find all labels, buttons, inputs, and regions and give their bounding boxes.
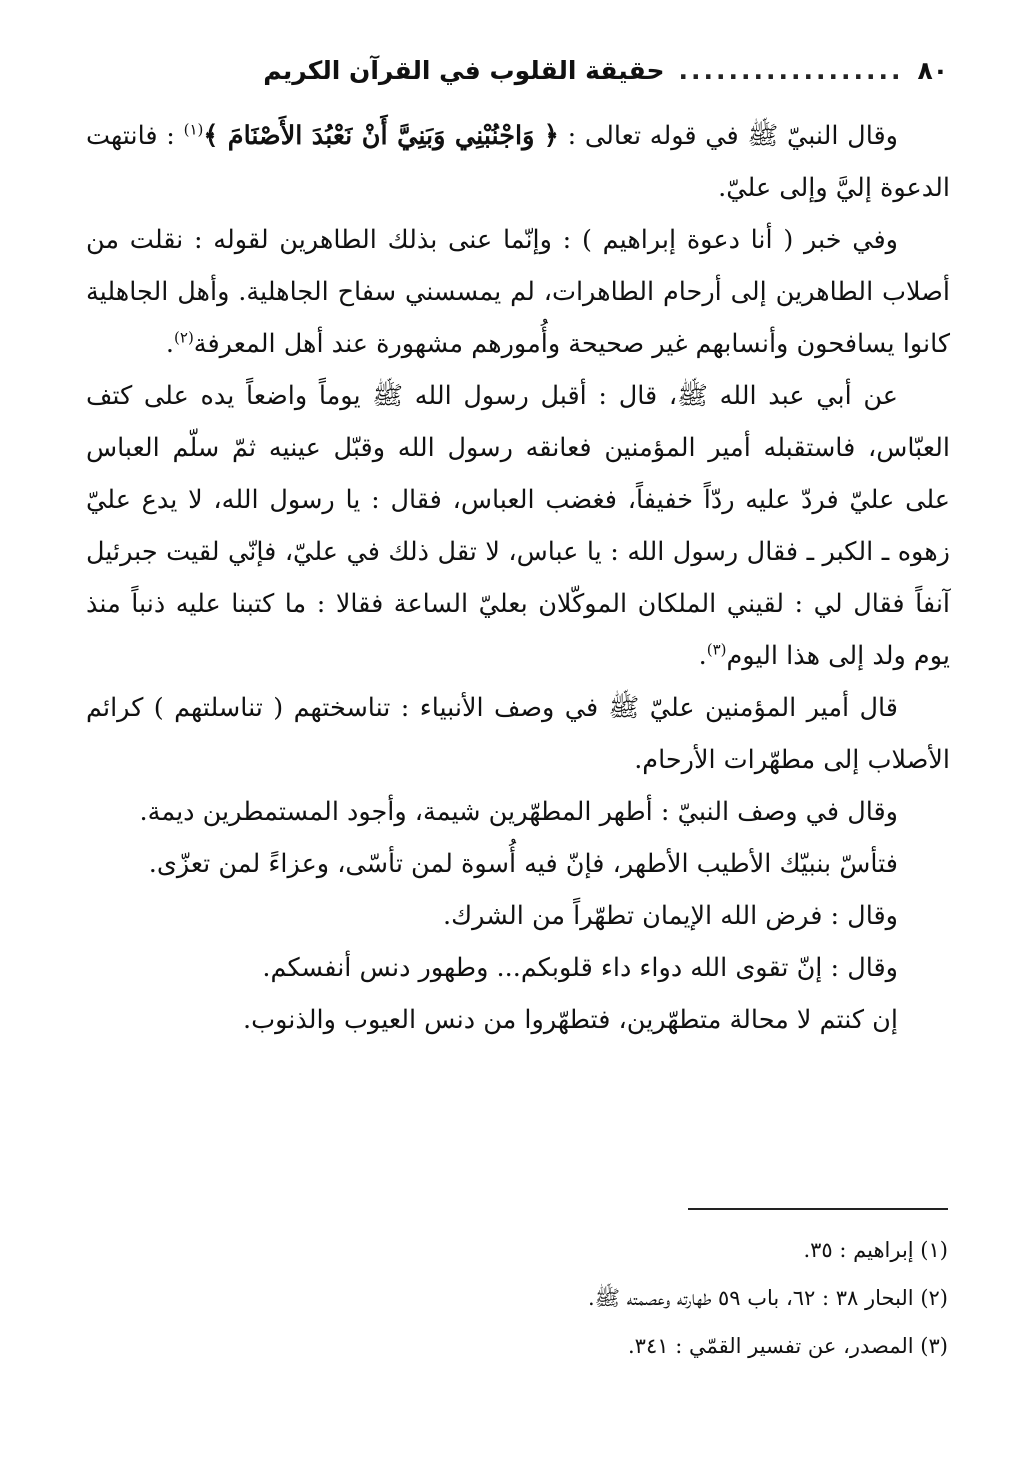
saying-line-3: وقال : فرض الله الإيمان تطهّراً من الشرك. (443, 901, 898, 931)
p3-end: . (698, 641, 707, 671)
footnote-1: (١) إبراهيم : ٣٥. (803, 1238, 948, 1262)
paragraph-3 (86, 370, 950, 682)
footnote-2: (٢) البحار ٣٨ : ٦٢، باب ٥٩ طهارته وعصمته ﷺ. (587, 1286, 948, 1310)
header-leader-dots: .................. (678, 55, 904, 85)
saying-line-5: إن كنتم لا محالة متطهّرين، فتطهّروا من دنس العيوب والذنوب. (243, 1005, 898, 1035)
p1-rest: : فانتهت الدعوة إليَّ وإلى عليّ. (86, 121, 950, 203)
paragraph-1 (86, 110, 950, 214)
saying-line-1: وقال في وصف النبيّ : أطهر المطهّرين شيمة، وأجود المستمطرين ديمة. (139, 797, 898, 827)
book-title: حقيقة القلوب في القرآن الكريم (263, 55, 665, 85)
footnote-ref-3: (٣) (706, 640, 727, 659)
main-text (86, 110, 950, 1046)
saying-line-2: فتأسّ بنبيّك الأطيب الأطهر، فإنّ فيه أُسوة لمن تأسّى، وعزاءً لمن تعزّى. (148, 849, 898, 879)
paragraph-4: قال أمير المؤمنين عليّ ﷺ في وصف الأنبياء : تناسختهم ( تناسلتهم ) كرائم الأصلاب إلى مطهّرات الأرحام. (86, 693, 950, 775)
footnote-ref-1: (١) (183, 120, 204, 139)
footnote-ref-2: (٢) (174, 328, 194, 347)
quran-verse: ﴿ وَاجْنُبْنِي وَبَنِيَّ أَنْ نَعْبُدَ الأَصْنَامَ ﴾ (203, 121, 559, 151)
p1-intro: وقال النبيّ ﷺ في قوله تعالى : (567, 121, 898, 151)
page-number: ٨٠ (917, 55, 948, 85)
paragraph-2 (86, 214, 950, 370)
footnote-divider (688, 1208, 948, 1210)
p2-text: وفي خبر ( أنا دعوة إبراهيم ) : وإنّما عنى بذلك الطاهرين لقوله : نقلت من أصلاب الطاهرين إلى أرحام الطاهرات، لم يمسسني سفاح الجاهلية. وأهل الجاهلية كانوا يسافحون وأنسابهم غير صحيحة وأُمورهم مشهورة عند أهل المعرفة (86, 225, 950, 359)
saying-line-4: وقال : إنّ تقوى الله دواء داء قلوبكم... وطهور دنس أنفسكم. (262, 953, 898, 983)
running-header (86, 46, 948, 94)
p2-end: . (165, 329, 175, 359)
footnotes (84, 1226, 948, 1370)
p3-text: عن أبي عبد الله ﷺ، قال : أقبل رسول الله ﷺ يوماً واضعاً يده على كتف العبّاس، فاستقبله أمير المؤمنين فعانقه رسول الله وقبّل عينيه ثمّ سلّم العباس على عليّ فردّ عليه ردّاً خفيفاً، فغضب العباس، فقال : يا رسول الله، لا يدع عليّ زهوه ـ الكبر ـ فقال رسول الله : يا عباس، لا تقل ذلك في عليّ، فإنّي لقيت جبرئيل آنفاً فقال لي : لقيني الملكان الموكّلان بعليّ الساعة فقالا : ما كتبنا عليه ذنباً منذ يوم ولد إلى هذا اليوم (86, 381, 950, 671)
footnote-3: (٣) المصدر، عن تفسير القمّي : ٣٤١. (627, 1334, 948, 1358)
